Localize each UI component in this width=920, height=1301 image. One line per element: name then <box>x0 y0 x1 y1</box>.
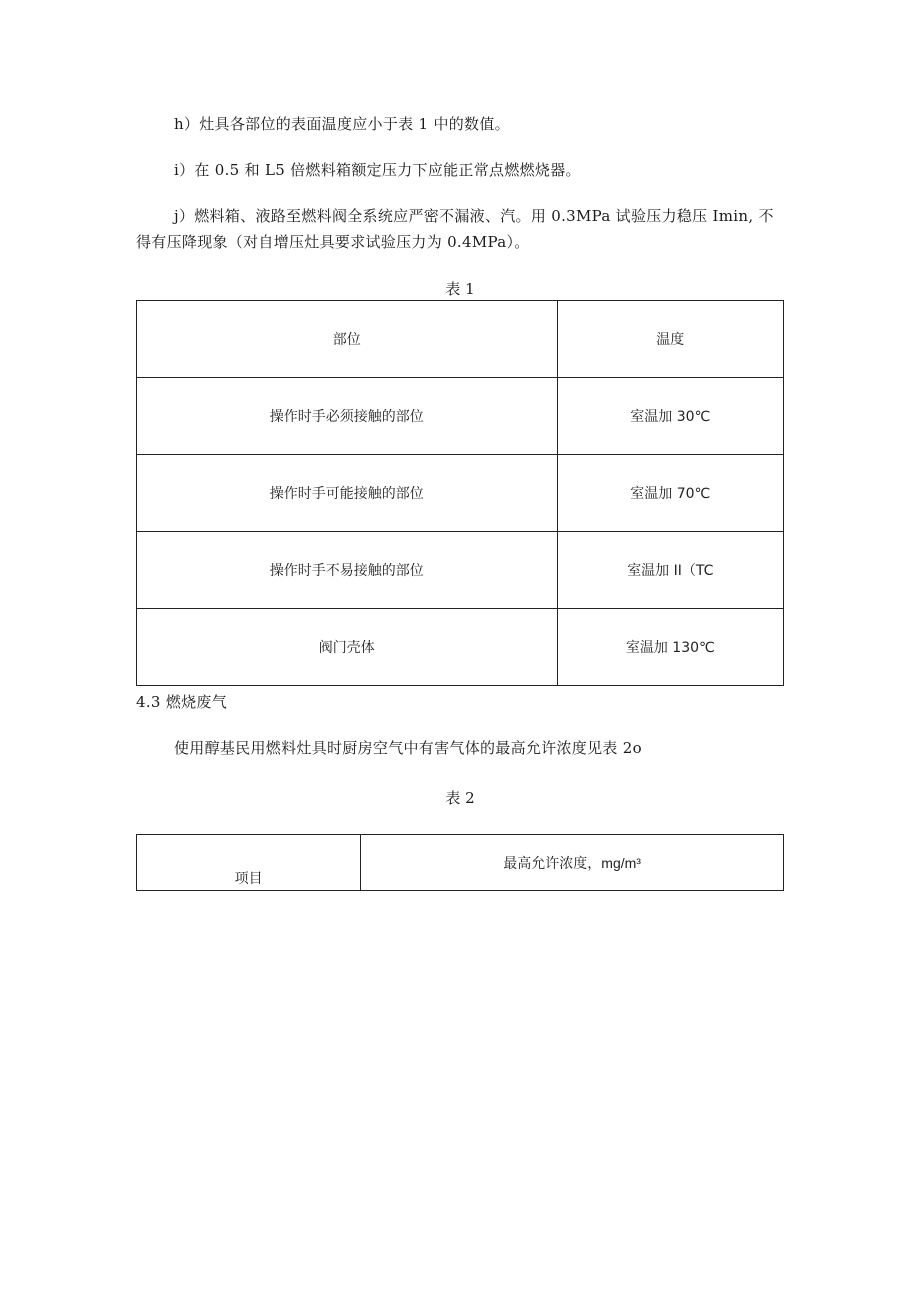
table2 <box>136 834 784 891</box>
section-heading: 4.3 燃烧废气 <box>136 693 228 711</box>
paragraph-h: h）灶具各部位的表面温度应小于表 1 中的数值。 <box>174 115 510 133</box>
table1-cell-part: 阀门壳体 <box>137 609 558 686</box>
table-row <box>137 455 784 532</box>
table1-cell-part: 操作时手不易接触的部位 <box>137 532 558 609</box>
table1-cell-temperature: 室温加 130℃ <box>557 609 783 686</box>
table-row <box>137 378 784 455</box>
table1-cell-temperature: 室温加 II（TC <box>557 532 783 609</box>
table2-header-item: 项目 <box>137 835 361 891</box>
table1-cell-temperature: 室温加 70℃ <box>557 455 783 532</box>
table2-caption: 表 2 <box>445 789 475 807</box>
paragraph-j-line1: j）燃料箱、液路至燃料阀全系统应严密不漏液、汽。用 0.3MPa 试验压力稳压 Imin, 不 <box>174 207 774 225</box>
table1-header-temperature: 温度 <box>557 301 783 378</box>
table1-caption: 表 1 <box>445 280 475 298</box>
table1-header-part: 部位 <box>137 301 558 378</box>
table2-header-max-concentration: 最高允许浓度，mg/m³ <box>361 835 784 891</box>
table-header-row <box>137 835 784 891</box>
table1-cell-temperature: 室温加 30℃ <box>557 378 783 455</box>
table-header-row <box>137 301 784 378</box>
section-text: 使用醇基民用燃料灶具时厨房空气中有害气体的最高允许浓度见表 2o <box>174 739 642 757</box>
table-row <box>137 609 784 686</box>
paragraph-j-line2: 得有压降现象（对自增压灶具要求试验压力为 0.4MPa）。 <box>136 233 530 251</box>
table1-cell-part: 操作时手必须接触的部位 <box>137 378 558 455</box>
table1 <box>136 300 784 686</box>
table1-cell-part: 操作时手可能接触的部位 <box>137 455 558 532</box>
table-row <box>137 532 784 609</box>
paragraph-i: i）在 0.5 和 L5 倍燃料箱额定压力下应能正常点燃燃烧器。 <box>174 161 581 179</box>
